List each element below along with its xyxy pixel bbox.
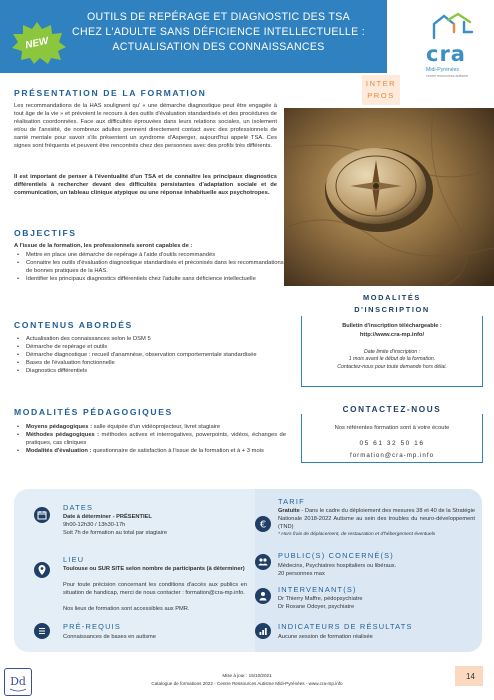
item-label: Modalités d'évaluation : xyxy=(26,447,92,454)
title-line-2: CHEZ L'ADULTE SANS DÉFICIENCE INTELLECTUELLE : xyxy=(72,26,365,38)
contenus-title: CONTENUS ABORDÉS xyxy=(14,320,133,330)
calendar-icon xyxy=(34,507,50,523)
inscription-bulletin: Bulletin d'inscription téléchargeable : xyxy=(342,323,442,329)
datadock-logo-text: Dd xyxy=(10,675,26,688)
contact-title: CONTACTEZ-NOUS xyxy=(301,405,483,414)
new-badge-label: NEW xyxy=(24,35,50,52)
intervenants-title: INTERVENANT(S) xyxy=(278,585,357,594)
title-line-1: OUTILS DE REPÉRAGE ET DIAGNOSTIC DES TSA xyxy=(87,11,350,23)
presentation-title: PRÉSENTATION DE LA FORMATION xyxy=(14,88,207,98)
tarif-description: - Dans le cadre du déploiement des mesures 38 et 40 de la Stratégie Nationale 2018-2022 Autisme au sein des troubles du neuro-développement (TND) xyxy=(278,508,475,530)
interpros-tag xyxy=(362,75,400,105)
contact-intro: Nos référentes formation sont à votre écoute xyxy=(334,425,450,431)
lieu-line-2: Pour toute précision concernant les conditions d'accès aux publics en situation de handicap, merci de nous contacter : formation@cra-mp.info. xyxy=(63,582,247,596)
dates-line-1: Date à déterminer - PRÉSENTIEL xyxy=(63,514,152,520)
list-item: • Identifier les principaux diagnostics différentiels chez l'adulte sans déficience intellectuelle xyxy=(14,276,284,284)
list-item xyxy=(14,432,286,448)
datadock-logo xyxy=(4,668,32,696)
inscription-notes xyxy=(304,349,480,371)
interpros-line-1: INTER xyxy=(365,79,397,88)
item-label: Moyens pédagogiques : xyxy=(26,424,93,430)
inscription-note-1: Date limite d'inscription : xyxy=(363,349,421,355)
tarif-label: Gratuite xyxy=(278,508,300,514)
inscription-title-line-2: D'INSCRIPTION xyxy=(354,305,430,314)
list-item: • Mettre en place une démarche de repérage à l'aide d'outils recommandés xyxy=(14,252,284,260)
presentation-paragraph-2: Il est important de penser à l'éventualité d'un TSA et de connaître les principaux diagnostics différentiels à rechercher devant des difficultés persistantes d'adaptation sociale et de communication, un tableau clinique atypique ou une réponse inhabituelle aux psychotropes. xyxy=(14,174,277,196)
list-item xyxy=(14,424,286,432)
intervenants-line-1: Dr Thierry Maffre, pédopsychiatre xyxy=(278,596,363,602)
item-text: méthodes actives et interrogatives, powerpoints, vidéos, échanges de pratiques, cas cliniques xyxy=(26,431,286,446)
publics-line-2: 20 personnes max xyxy=(278,571,325,577)
chart-icon xyxy=(255,623,271,639)
dates-line-3: Soit 7h de formation au total par stagiaire xyxy=(63,530,168,536)
prerequis-title: PRÉ-REQUIS xyxy=(63,622,121,631)
interpros-line-2: PROS xyxy=(367,91,395,100)
publics-title: PUBLIC(S) CONCERNÉ(S) xyxy=(278,551,394,560)
list-item: • Actualisation des connaissances selon le DSM 5 xyxy=(14,336,284,344)
list-item: • Diagnostics différentiels xyxy=(14,368,284,376)
info-panel xyxy=(14,489,482,652)
people-icon xyxy=(255,554,271,570)
inscription-title-line-1: MODALITÉS xyxy=(363,293,421,302)
speaker-icon xyxy=(255,588,271,604)
compass-map-photo xyxy=(284,108,494,286)
publics-line-1: Médecins, Psychiatres hospitaliers ou libéraux. xyxy=(278,563,397,569)
lieu-line-1: Toulouse ou SUR SITE selon nombre de participants (à déterminer) xyxy=(63,566,245,572)
cra-logo-sub: Midi-Pyrénées xyxy=(426,67,460,73)
modalites-list xyxy=(14,424,286,456)
euro-icon xyxy=(255,516,271,532)
indicateurs-title: INDICATEURS DE RÉSULTATS xyxy=(278,622,413,631)
list-item: • Bases de l'évaluation fonctionnelle xyxy=(14,360,284,368)
title-line-3: ACTUALISATION DES CONNAISSANCES xyxy=(112,41,325,53)
inscription-title xyxy=(301,292,483,316)
header xyxy=(0,0,494,78)
list-item xyxy=(14,448,286,456)
page-number: 14 xyxy=(466,672,475,681)
inscription-note-2: 1 mois avant le début de la formation. xyxy=(348,356,436,363)
inscription-link[interactable]: http://www.cra-mp.info/ xyxy=(359,332,425,338)
presentation-paragraph-1: Les recommandations de la HAS soulignent qu' « une démarche diagnostique peut être engagée à tout âge de la vie » et prévoient le recours à des outils d'évaluation standardisés et des procédures de réalisation coordonnées. Face aux difficultés éprouvées dans leurs relations sociales, un isolement et/ou de l'anxiété, de nombreux adultes prennent directement contact avec des professionnels de santé mentale pour savoir s'ils présentent un syndrome d'Asperger, aujourd'hui appelé TSA. Ces signes sont fréquents et peuvent être rencontrés chez des personnes avec des profils très différents. xyxy=(14,103,277,149)
prerequis-text: Connaissances de bases en autisme xyxy=(63,634,156,640)
list-item: • Connaitre les outils d'évaluation diagnostique standardisés et préconisés dans les recommandations de bonnes pratiques de la HAS. xyxy=(14,260,284,276)
footer-catalogue: Catalogue de formations 2022 - Centre Ressources Autisme Midi-Pyrénées - www.cra-mp.info xyxy=(151,681,343,686)
item-text: salle équipée d'un vidéoprojecteur, livret stagiaire xyxy=(93,424,221,430)
item-text: questionnaire de satisfaction à l'issue de la formation et à + 3 mois xyxy=(93,447,264,454)
tarif-note: * Hors frais de déplacement, de restauration et d'hébergement éventuels xyxy=(278,532,436,537)
page-title xyxy=(56,10,381,55)
item-label: Méthodes pédagogiques : xyxy=(26,431,100,438)
modalites-pedagogiques-title: MODALITÉS PÉDAGOGIQUES xyxy=(14,407,173,417)
lieu-line-3: Nos lieux de formation sont accessibles aux PMR. xyxy=(63,606,190,612)
dates-title: DATES xyxy=(63,503,94,512)
contact-email[interactable]: formation@cra-mp.info xyxy=(349,452,435,459)
tarif-text xyxy=(278,508,475,531)
inscription-note-3: Contactez-nous pour toute demande hors délai. xyxy=(337,363,447,370)
svg-text:€: € xyxy=(259,519,267,531)
indicateurs-text: Aucune session de formation réalisée xyxy=(278,634,373,640)
intervenants-line-2: Dr Roxane Odoyer, psychiatre xyxy=(278,604,355,610)
contact-phone[interactable]: 05 61 32 50 16 xyxy=(359,440,425,447)
dates-line-2: 9h00-12h30 / 13h30-17h xyxy=(63,522,126,528)
cra-logo-text: cra xyxy=(426,42,466,66)
list-item: • Démarche diagnostique : recueil d'anamnèse, observation comportementale standardisée xyxy=(14,352,284,360)
list-check-icon xyxy=(34,623,50,639)
lieu-title: LIEU xyxy=(63,555,85,564)
location-pin-icon xyxy=(34,562,50,578)
objectifs-intro: A l'issue de la formation, les professionnels seront capables de : xyxy=(14,243,193,249)
objectifs-list xyxy=(14,252,284,284)
objectifs-title: OBJECTIFS xyxy=(14,228,77,238)
list-item: • Démarche de repérage et outils xyxy=(14,344,284,352)
cra-logo-sub2: centre ressources autisme xyxy=(426,74,469,78)
tarif-title: TARIF xyxy=(278,497,305,506)
contenus-list xyxy=(14,336,284,376)
footer-updated: Mise à jour : 15/10/2021 xyxy=(222,673,272,678)
